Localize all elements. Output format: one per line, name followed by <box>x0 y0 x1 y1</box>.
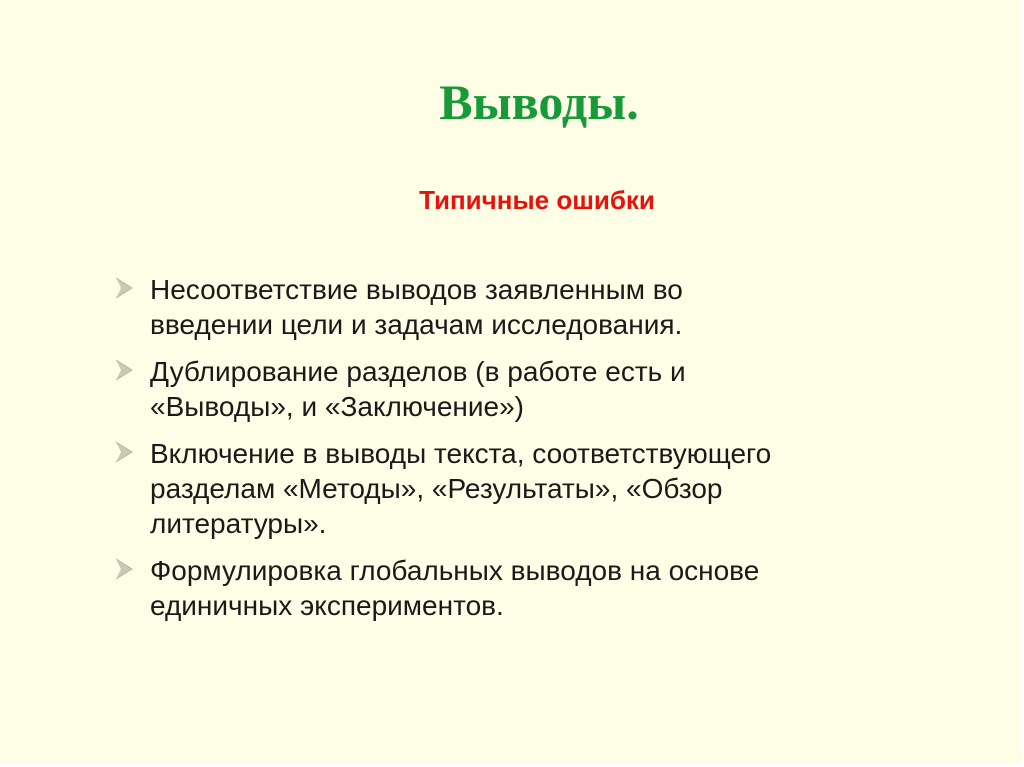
bullet-line: единичных экспериментов. <box>150 590 504 621</box>
list-item <box>113 354 973 424</box>
bullet-line: Несоответствие выводов заявленным во <box>150 274 683 305</box>
arrowhead-bullet-icon <box>113 555 135 583</box>
list-item <box>113 553 973 623</box>
arrowhead-bullet-icon <box>113 438 135 466</box>
bullet-line: разделам «Методы», «Результаты», «Обзор <box>150 473 723 504</box>
arrowhead-bullet-icon <box>113 274 135 302</box>
bullet-line: Включение в выводы текста, соответствующего <box>150 438 772 469</box>
list-item <box>113 272 973 342</box>
bullet-line: литературы». <box>150 508 327 539</box>
bullet-list <box>113 272 973 635</box>
bullet-line: Формулировка глобальных выводов на основе <box>150 555 760 586</box>
arrowhead-bullet-icon <box>113 356 135 384</box>
bullet-line: «Выводы», и «Заключение») <box>150 391 524 422</box>
list-item <box>113 436 973 541</box>
bullet-line: Дублирование разделов (в работе есть и <box>150 356 686 387</box>
slide-subtitle: Типичные ошибки <box>419 185 655 215</box>
bullet-line: введении цели и задачам исследования. <box>150 309 683 340</box>
slide-title: Выводы. <box>439 74 639 130</box>
